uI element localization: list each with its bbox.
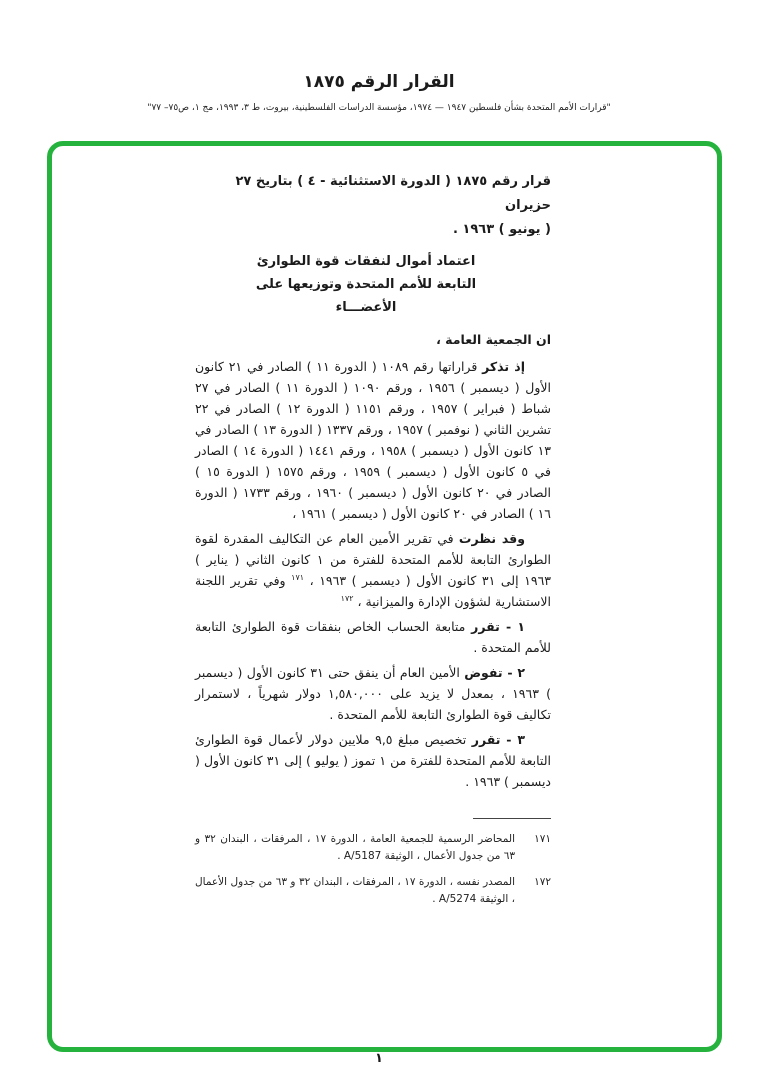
recital-2-lead: وقد نظرت: [458, 531, 526, 546]
operative-2-text: الأمين العام أن ينفق حتى ٣١ كانون الأول ( ديسمبر ) ١٩٦٣ ، بمعدل لا يزيد على ١,٥٨٠,٠٠٠ دولار شهرياً ، لاستمرار تكاليف قوة الطوارئ التابعة للأمم المتحدة .: [195, 665, 552, 722]
operative-paragraph-2: [195, 662, 551, 725]
resolution-body: [195, 170, 551, 917]
recital-1-lead: إذ تذكر: [482, 359, 526, 374]
operative-2-lead: تفوض: [464, 665, 503, 680]
resolution-subject-line-2: التابعة للأمم المتحدة وتوزيعها على: [255, 277, 477, 292]
operative-paragraph-3: [195, 729, 551, 792]
operative-paragraph-1: [195, 616, 551, 658]
operative-1-text: متابعة الحساب الخاص بنفقات قوة الطوارئ التابعة للأمم المتحدة .: [195, 619, 551, 655]
footnote-item-172: [195, 874, 551, 908]
operative-3-lead: تقرر: [471, 732, 501, 747]
operative-1-number: ١ -: [499, 619, 525, 634]
operative-3-number: ٣ -: [500, 732, 525, 747]
operative-2-number: ٢ -: [502, 665, 525, 680]
recital-2-text-a: في تقرير الأمين العام عن التكاليف المقدرة لقوة الطوارئ التابعة للأمم المتحدة للفترة من ١ كانون الثاني ( يناير ) ١٩٦٣ إلى ٣١ كانون الأول ( ديسمبر ) ١٩٦٣ ،: [195, 531, 552, 588]
recital-paragraph-2: [195, 528, 551, 612]
footnote-ref-171: ١٧١: [291, 572, 305, 582]
footnote-separator: [473, 818, 551, 819]
footnote-text: المحاضر الرسمية للجمعية العامة ، الدورة ١٧ ، المرفقات ، البندان ٣٢ و ٦٣ من جدول الأعمال ، الوثيقة A/5187 .: [195, 833, 515, 862]
footnote-number: ١٧٢: [534, 876, 551, 888]
resolution-subject-line-3: الأعضـــاء: [335, 300, 397, 315]
recital-paragraph-1: [195, 356, 551, 524]
recital-1-text: قراراتها رقم ١٠٨٩ ( الدورة ١١ ) الصادر في ٢١ كانون الأول ( ديسمبر ) ١٩٥٦ ، ورقم ١٠٩٠ ( الدورة ١١ ) الصادر في ٢٧ شباط ( فبراير ) ١٩٥٧ ، ورقم ١١٥١ ( الدورة ١٢ ) الصادر في ٢٢ تشرين الثاني ( نوفمبر ) ١٩٥٧ ، ورقم ١٣٣٧ ( الدورة ١٣ ) الصادر في ١٣ كانون الأول ( ديسمبر ) ١٩٥٨ ، ورقم ١٤٤١ ( الدورة ١٤ ) الصادر في ٥ كانون الأول ( ديسمبر ) ١٩٥٩ ، ورقم ١٥٧٥ ( الدورة ١٥ ) الصادر في ٢٠ كانون الأول ( ديسمبر ) ١٩٦٠ ، ورقم ١٧٣٣ ( الدورة ١٦ ) الصادر في ٢٠ كانون الأول ( ديسمبر ) ١٩٦١ ،: [195, 359, 551, 521]
page-title: القرار الرقم ١٨٧٥: [303, 72, 455, 92]
operative-3-text: تخصيص مبلغ ٩,٥ ملايين دولار لأعمال قوة الطوارئ التابعة للأمم المتحدة للفترة من ١ تموز ( يوليو ) إلى ٣١ كانون الأول ( ديسمبر ) ١٩٦٣ .: [195, 732, 551, 789]
source-citation-line: "قرارات الأمم المتحدة بشأن فلسطين ١٩٤٧ — ١٩٧٤، مؤسسة الدراسات الفلسطينية، بيروت، ط ٣، ١٩٩٣، مج ١، ص٧٥– ٧٧": [147, 103, 611, 113]
resolution-heading-line-1: قرار رقم ١٨٧٥ ( الدورة الاستثنائية - ٤ ) بتاريخ ٢٧ حزيران: [235, 174, 551, 213]
operative-1-lead: تقرر: [471, 619, 500, 634]
resolution-subject: [195, 250, 537, 319]
resolution-heading: [195, 170, 551, 242]
footnotes-section: [195, 818, 551, 908]
content-border-box: [47, 141, 722, 1052]
page-number: ١: [375, 1051, 383, 1066]
footnote-ref-172: ١٧٢: [340, 593, 354, 603]
resolution-subject-line-1: اعتماد أموال لنفقات قوة الطوارئ: [256, 254, 476, 269]
footnote-text: المصدر نفسه ، الدورة ١٧ ، المرفقات ، البندان ٣٢ و ٦٣ من جدول الأعمال ، الوثيقة A/5274 .: [195, 876, 515, 905]
footnote-item-171: [195, 831, 551, 865]
resolution-heading-line-2: ( يونيو ) ١٩٦٣ .: [452, 222, 551, 237]
resolution-opening: ان الجمعية العامة ،: [436, 332, 551, 347]
recital-2-text-b: وفي تقرير اللجنة الاستشارية لشؤون الإدارة والميزانية ،: [195, 573, 551, 609]
footnote-number: ١٧١: [534, 833, 551, 845]
